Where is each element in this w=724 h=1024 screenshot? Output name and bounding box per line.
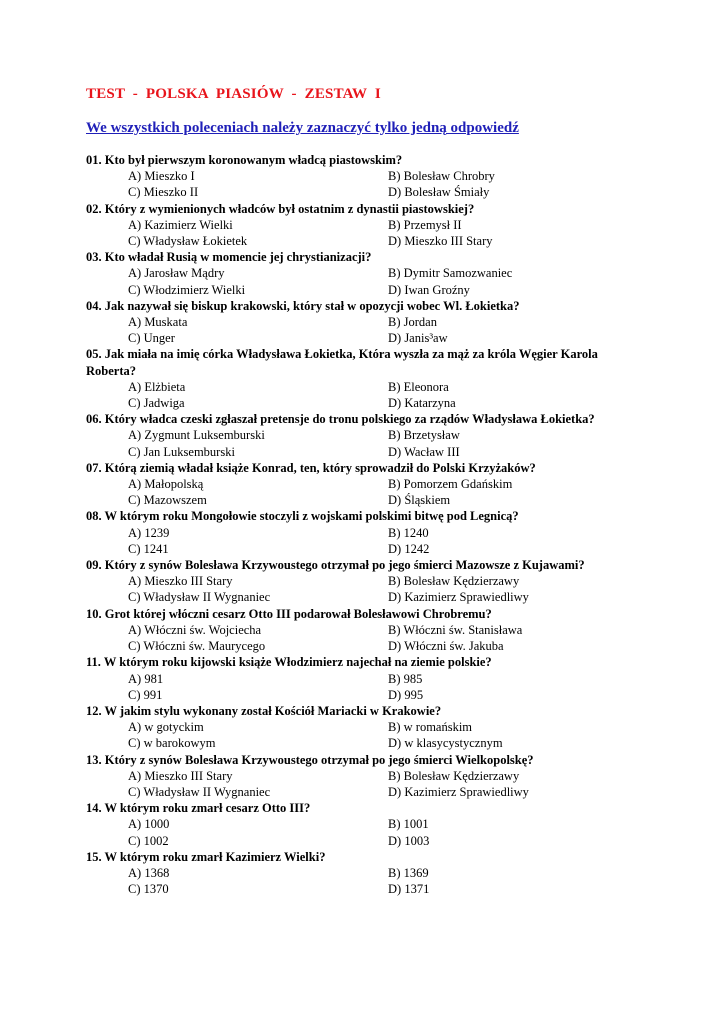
answer-row xyxy=(86,184,646,200)
answer-row xyxy=(86,687,646,703)
answer-option-d[interactable]: D) Mieszko III Stary xyxy=(388,234,493,249)
answer-row xyxy=(86,784,646,800)
question-item xyxy=(86,298,646,347)
answer-option-d[interactable]: D) Iwan Groźny xyxy=(388,282,470,297)
question-item xyxy=(86,800,646,849)
answer-option-c[interactable]: C) w barokowym xyxy=(128,736,216,751)
answer-option-b[interactable]: B) Włóczni św. Stanisława xyxy=(388,622,523,637)
answer-row xyxy=(86,314,646,330)
answer-option-d[interactable]: D) 1003 xyxy=(388,833,430,848)
answer-option-a[interactable]: A) Jarosław Mądry xyxy=(128,266,225,281)
question-text: 11. W którym roku kijowski książe Włodzimierz najechał na ziemie polskie? xyxy=(86,655,492,670)
answer-row xyxy=(86,444,646,460)
answer-option-b[interactable]: B) Bolesław Kędzierzawy xyxy=(388,768,520,783)
test-title: TEST - POLSKA PIASIÓW - ZESTAW I xyxy=(86,86,381,102)
answer-row xyxy=(86,476,646,492)
answer-row xyxy=(86,768,646,784)
answer-option-d[interactable]: D) Janis³aw xyxy=(388,331,448,346)
answer-row xyxy=(86,395,646,411)
answer-option-d[interactable]: D) Włóczni św. Jakuba xyxy=(388,639,504,654)
answer-row xyxy=(86,638,646,654)
answer-option-d[interactable]: D) Katarzyna xyxy=(388,396,456,411)
question-item xyxy=(86,606,646,655)
answer-option-a[interactable]: A) Zygmunt Luksemburski xyxy=(128,428,265,443)
question-text: 01. Kto był pierwszym koronowanym władcą piastowskim? xyxy=(86,153,403,167)
question-item xyxy=(86,703,646,752)
answer-row xyxy=(86,816,646,832)
answer-option-c[interactable]: C) Mazowszem xyxy=(128,493,207,508)
answer-option-b[interactable]: B) Eleonora xyxy=(388,379,449,394)
answer-option-d[interactable]: D) Wacław III xyxy=(388,444,460,459)
answer-option-b[interactable]: B) 1240 xyxy=(388,525,429,540)
answer-row xyxy=(86,330,646,346)
answer-row xyxy=(86,541,646,557)
answer-option-a[interactable]: A) w gotyckim xyxy=(128,720,204,735)
question-text: 14. W którym roku zmarł cesarz Otto III? xyxy=(86,801,311,816)
answer-row xyxy=(86,881,646,897)
question-text: 13. Który z synów Bolesława Krzywoustego otrzymał po jego śmierci Wielkopolskę? xyxy=(86,752,534,767)
answer-option-d[interactable]: D) w klasycystycznym xyxy=(388,736,503,751)
answer-row xyxy=(86,379,646,395)
answer-option-d[interactable]: D) 1371 xyxy=(388,882,430,897)
question-item xyxy=(86,201,646,250)
answer-option-b[interactable]: B) Przemysł II xyxy=(388,217,462,232)
instruction-text: We wszystkich poleceniach należy zaznaczyć tylko jedną odpowiedź xyxy=(86,120,519,136)
answer-option-b[interactable]: B) 1369 xyxy=(388,865,429,880)
question-item xyxy=(86,346,646,411)
answer-option-c[interactable]: C) Włóczni św. Maurycego xyxy=(128,639,266,654)
answer-row xyxy=(86,265,646,281)
answer-option-d[interactable]: D) 995 xyxy=(388,687,424,702)
answer-option-d[interactable]: D) Kazimierz Sprawiedliwy xyxy=(388,590,529,605)
answer-option-a[interactable]: A) 1000 xyxy=(128,817,170,832)
question-item xyxy=(86,654,646,703)
answer-option-b[interactable]: B) w romańskim xyxy=(388,720,473,735)
answer-row xyxy=(86,217,646,233)
answer-option-b[interactable]: B) 985 xyxy=(388,671,423,686)
question-text: 10. Grot której włóczni cesarz Otto III podarował Bolesławowi Chrobremu? xyxy=(86,606,492,621)
answer-option-a[interactable]: A) Elżbieta xyxy=(128,379,186,394)
question-item xyxy=(86,849,646,898)
answer-row xyxy=(86,525,646,541)
question-text: 06. Który władca czeski zgłaszał pretensje do tronu polskiego za rządów Władysława Łokietka? xyxy=(86,412,595,427)
answer-option-b[interactable]: B) Dymitr Samozwaniec xyxy=(388,266,513,281)
question-item xyxy=(86,411,646,460)
answer-option-c[interactable]: C) Jadwiga xyxy=(128,396,185,411)
question-text: 09. Który z synów Bolesława Krzywoustego otrzymał po jego śmierci Mazowsze z Kujawami? xyxy=(86,558,585,573)
answer-option-a[interactable]: A) Włóczni św. Wojciecha xyxy=(128,622,262,637)
answer-option-c[interactable]: C) 1002 xyxy=(128,833,169,848)
question-item xyxy=(86,557,646,606)
question-item xyxy=(86,460,646,509)
answer-option-a[interactable]: A) Małopolską xyxy=(128,477,204,492)
answer-option-d[interactable]: D) Śląskiem xyxy=(388,493,451,508)
answer-option-a[interactable]: A) 1368 xyxy=(128,865,170,880)
question-text: 03. Kto władał Rusią w momencie jej chrystianizacji? xyxy=(86,250,372,265)
question-item xyxy=(86,249,646,298)
question-text: 08. W którym roku Mongołowie stoczyli z wojskami polskimi bitwę pod Legnicą? xyxy=(86,509,519,524)
question-text: 02. Który z wymienionych władców był ostatnim z dynastii piastowskiej? xyxy=(86,201,475,216)
question-list xyxy=(86,152,646,897)
answer-row xyxy=(86,719,646,735)
answer-option-c[interactable]: C) 991 xyxy=(128,687,163,702)
answer-option-c[interactable]: C) Władysław II Wygnaniec xyxy=(128,784,271,799)
answer-row xyxy=(86,671,646,687)
answer-option-b[interactable]: B) Pomorzem Gdańskim xyxy=(388,477,513,492)
answer-option-a[interactable]: A) 981 xyxy=(128,671,164,686)
answer-option-a[interactable]: A) Mieszko I xyxy=(128,169,195,184)
question-item xyxy=(86,508,646,557)
answer-option-c[interactable]: C) 1241 xyxy=(128,541,169,556)
answer-option-b[interactable]: B) 1001 xyxy=(388,817,429,832)
answer-option-c[interactable]: C) Jan Luksemburski xyxy=(128,444,235,459)
answer-option-c[interactable]: C) Władysław II Wygnaniec xyxy=(128,590,271,605)
answer-option-b[interactable]: B) Bolesław Chrobry xyxy=(388,169,495,184)
question-text: 12. W jakim stylu wykonany został Kościół Mariacki w Krakowie? xyxy=(86,703,442,718)
answer-row xyxy=(86,573,646,589)
answer-row xyxy=(86,427,646,443)
answer-option-b[interactable]: B) Jordan xyxy=(388,315,437,330)
answer-row xyxy=(86,589,646,605)
answer-option-d[interactable]: D) Kazimierz Sprawiedliwy xyxy=(388,784,529,799)
answer-option-c[interactable]: C) Mieszko II xyxy=(128,185,199,200)
answer-row xyxy=(86,735,646,751)
answer-option-a[interactable]: A) Kazimierz Wielki xyxy=(128,217,233,232)
answer-row xyxy=(86,865,646,881)
answer-row xyxy=(86,168,646,184)
answer-option-b[interactable]: B) Bolesław Kędzierzawy xyxy=(388,574,520,589)
question-text: 04. Jak nazywał się biskup krakowski, który stał w opozycji wobec Wl. Łokietka? xyxy=(86,298,520,313)
answer-option-b[interactable]: B) Brzetysław xyxy=(388,428,460,443)
question-item xyxy=(86,152,646,201)
answer-option-a[interactable]: A) Mieszko III Stary xyxy=(128,574,233,589)
answer-row xyxy=(86,233,646,249)
answer-option-c[interactable]: C) Włodzimierz Wielki xyxy=(128,282,246,297)
answer-row xyxy=(86,833,646,849)
question-text: 05. Jak miała na imię córka Władysława Łokietka, Która wyszła za mąż za króla Węgier Karola Roberta? xyxy=(86,347,598,378)
question-text: 15. W którym roku zmarł Kazimierz Wielki? xyxy=(86,849,326,864)
question-item xyxy=(86,752,646,801)
answer-option-a[interactable]: A) Mieszko III Stary xyxy=(128,768,233,783)
answer-row xyxy=(86,492,646,508)
question-text: 07. Którą ziemią władał książe Konrad, ten, który sprowadził do Polski Krzyżaków? xyxy=(86,460,536,475)
answer-option-c[interactable]: C) Władysław Łokietek xyxy=(128,234,248,249)
answer-option-c[interactable]: C) Unger xyxy=(128,331,175,346)
answer-option-c[interactable]: C) 1370 xyxy=(128,882,169,897)
answer-option-a[interactable]: A) Muskata xyxy=(128,315,188,330)
answer-option-d[interactable]: D) 1242 xyxy=(388,541,430,556)
answer-option-a[interactable]: A) 1239 xyxy=(128,525,170,540)
answer-option-d[interactable]: D) Bolesław Śmiały xyxy=(388,185,490,200)
answer-row xyxy=(86,622,646,638)
answer-row xyxy=(86,282,646,298)
